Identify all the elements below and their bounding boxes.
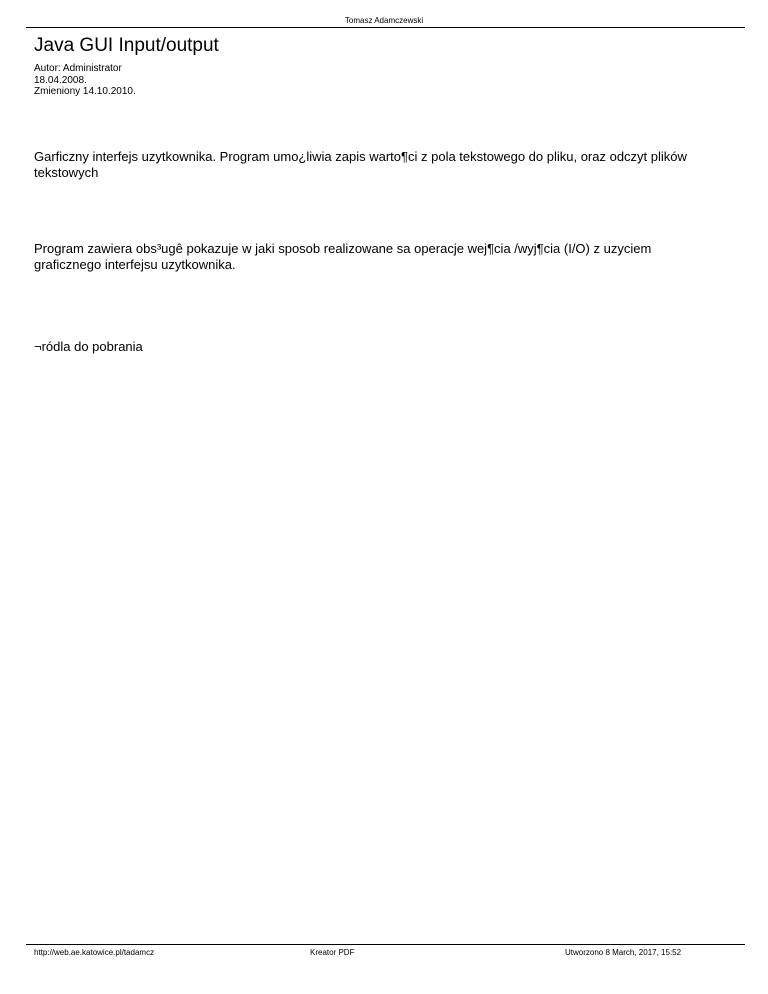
modified-date: Zmieniony 14.10.2010.: [34, 86, 136, 97]
footer-divider: [26, 944, 745, 945]
publish-date: 18.04.2008.: [34, 74, 87, 86]
article-meta: [34, 63, 136, 98]
footer-generator: Kreator PDF: [310, 948, 355, 957]
paragraph-description: Program zawiera obs³ugê pokazuje w jaki sposob realizowane sa operacje wej¶cia /wyj¶cia (I/O) z uzyciem graficznego interfejsu uzytkownika.: [34, 241, 652, 272]
paragraph-sources: ¬ródla do pobrania: [34, 339, 143, 354]
footer-created: Utworzono 8 March, 2017, 15:52: [565, 948, 682, 957]
article-title: Java GUI Input/output: [34, 35, 219, 56]
header-author: Tomasz Adamczewski: [344, 16, 424, 25]
header-divider: [26, 27, 745, 28]
author-line: Autor: Administrator: [34, 63, 122, 74]
footer-url: http://web.ae.katowice.pl/tadamcz: [34, 948, 155, 957]
paragraph-intro: Garficzny interfejs uzytkownika. Program umo¿liwia zapis warto¶ci z pola tekstowego do pliku, oraz odczyt plików tekstowych: [34, 149, 687, 180]
